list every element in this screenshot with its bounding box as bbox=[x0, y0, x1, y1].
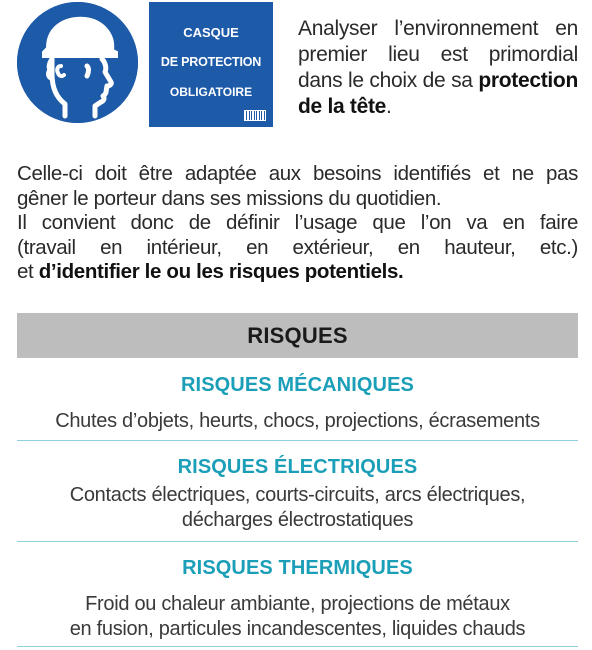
intro-line-1: Analyser l’environnement en bbox=[298, 17, 578, 40]
sign-label-line-3: OBLIGATOIRE bbox=[169, 85, 253, 99]
intro-text bbox=[298, 16, 578, 120]
paragraph-line-1: Celle-ci doit être adaptée aux besoins identifiés et ne pas bbox=[17, 162, 578, 185]
paragraph-line-3: Il convient donc de définir l’usage que l’on va en faire bbox=[17, 211, 578, 234]
paragraph-line-5-text: et bbox=[17, 260, 39, 283]
intro-line-3-bold: protection bbox=[478, 69, 578, 92]
helmet-head-icon bbox=[17, 2, 138, 123]
risk-desc-electrical bbox=[17, 483, 578, 533]
divider bbox=[17, 440, 578, 441]
intro-line-3-text: dans le choix de sa bbox=[298, 69, 479, 92]
risk-title-thermal: RISQUES THERMIQUES bbox=[182, 557, 413, 579]
risk-desc-line: Chutes d’objets, heurts, chocs, projections, écrasements bbox=[55, 410, 540, 432]
intro-line-4-bold: de la tête bbox=[298, 95, 387, 118]
risk-desc-mechanical bbox=[17, 409, 578, 434]
risk-desc-thermal bbox=[17, 592, 578, 642]
intro-line-3 bbox=[298, 68, 578, 94]
description-paragraph bbox=[17, 162, 578, 285]
divider bbox=[17, 646, 578, 647]
risk-desc-line: Froid ou chaleur ambiante, projections de métaux bbox=[85, 593, 510, 615]
risk-desc-line: décharges électrostatiques bbox=[181, 509, 414, 531]
risk-title-mechanical: RISQUES MÉCANIQUES bbox=[181, 374, 414, 396]
mandatory-sign-label bbox=[149, 2, 273, 127]
risks-header: RISQUES bbox=[17, 313, 578, 358]
sign-label-line-2: DE PROTECTION bbox=[160, 55, 262, 69]
paragraph-line-4: (travail en intérieur, en extérieur, en hauteur, etc.) bbox=[17, 235, 578, 259]
risk-desc-line: en fusion, particules incandescentes, liquides chauds bbox=[69, 618, 526, 640]
risk-title-electrical: RISQUES ÉLECTRIQUES bbox=[177, 456, 418, 478]
sign-label-line-1: CASQUE bbox=[183, 25, 239, 40]
intro-line-2: premier lieu est primordial bbox=[298, 43, 578, 66]
barcode-icon bbox=[244, 110, 266, 121]
paragraph-line-5 bbox=[17, 260, 578, 285]
risk-desc-line: Contacts électriques, courts-circuits, arcs électriques, bbox=[69, 484, 526, 506]
intro-line-4-text: . bbox=[386, 95, 392, 118]
paragraph-line-2: gêner le porteur dans ses missions du quotidien. bbox=[17, 186, 442, 210]
intro-line-4 bbox=[298, 94, 578, 120]
divider bbox=[17, 541, 578, 542]
paragraph-line-5-bold: d’identifier le ou les risques potentiels. bbox=[38, 260, 404, 283]
